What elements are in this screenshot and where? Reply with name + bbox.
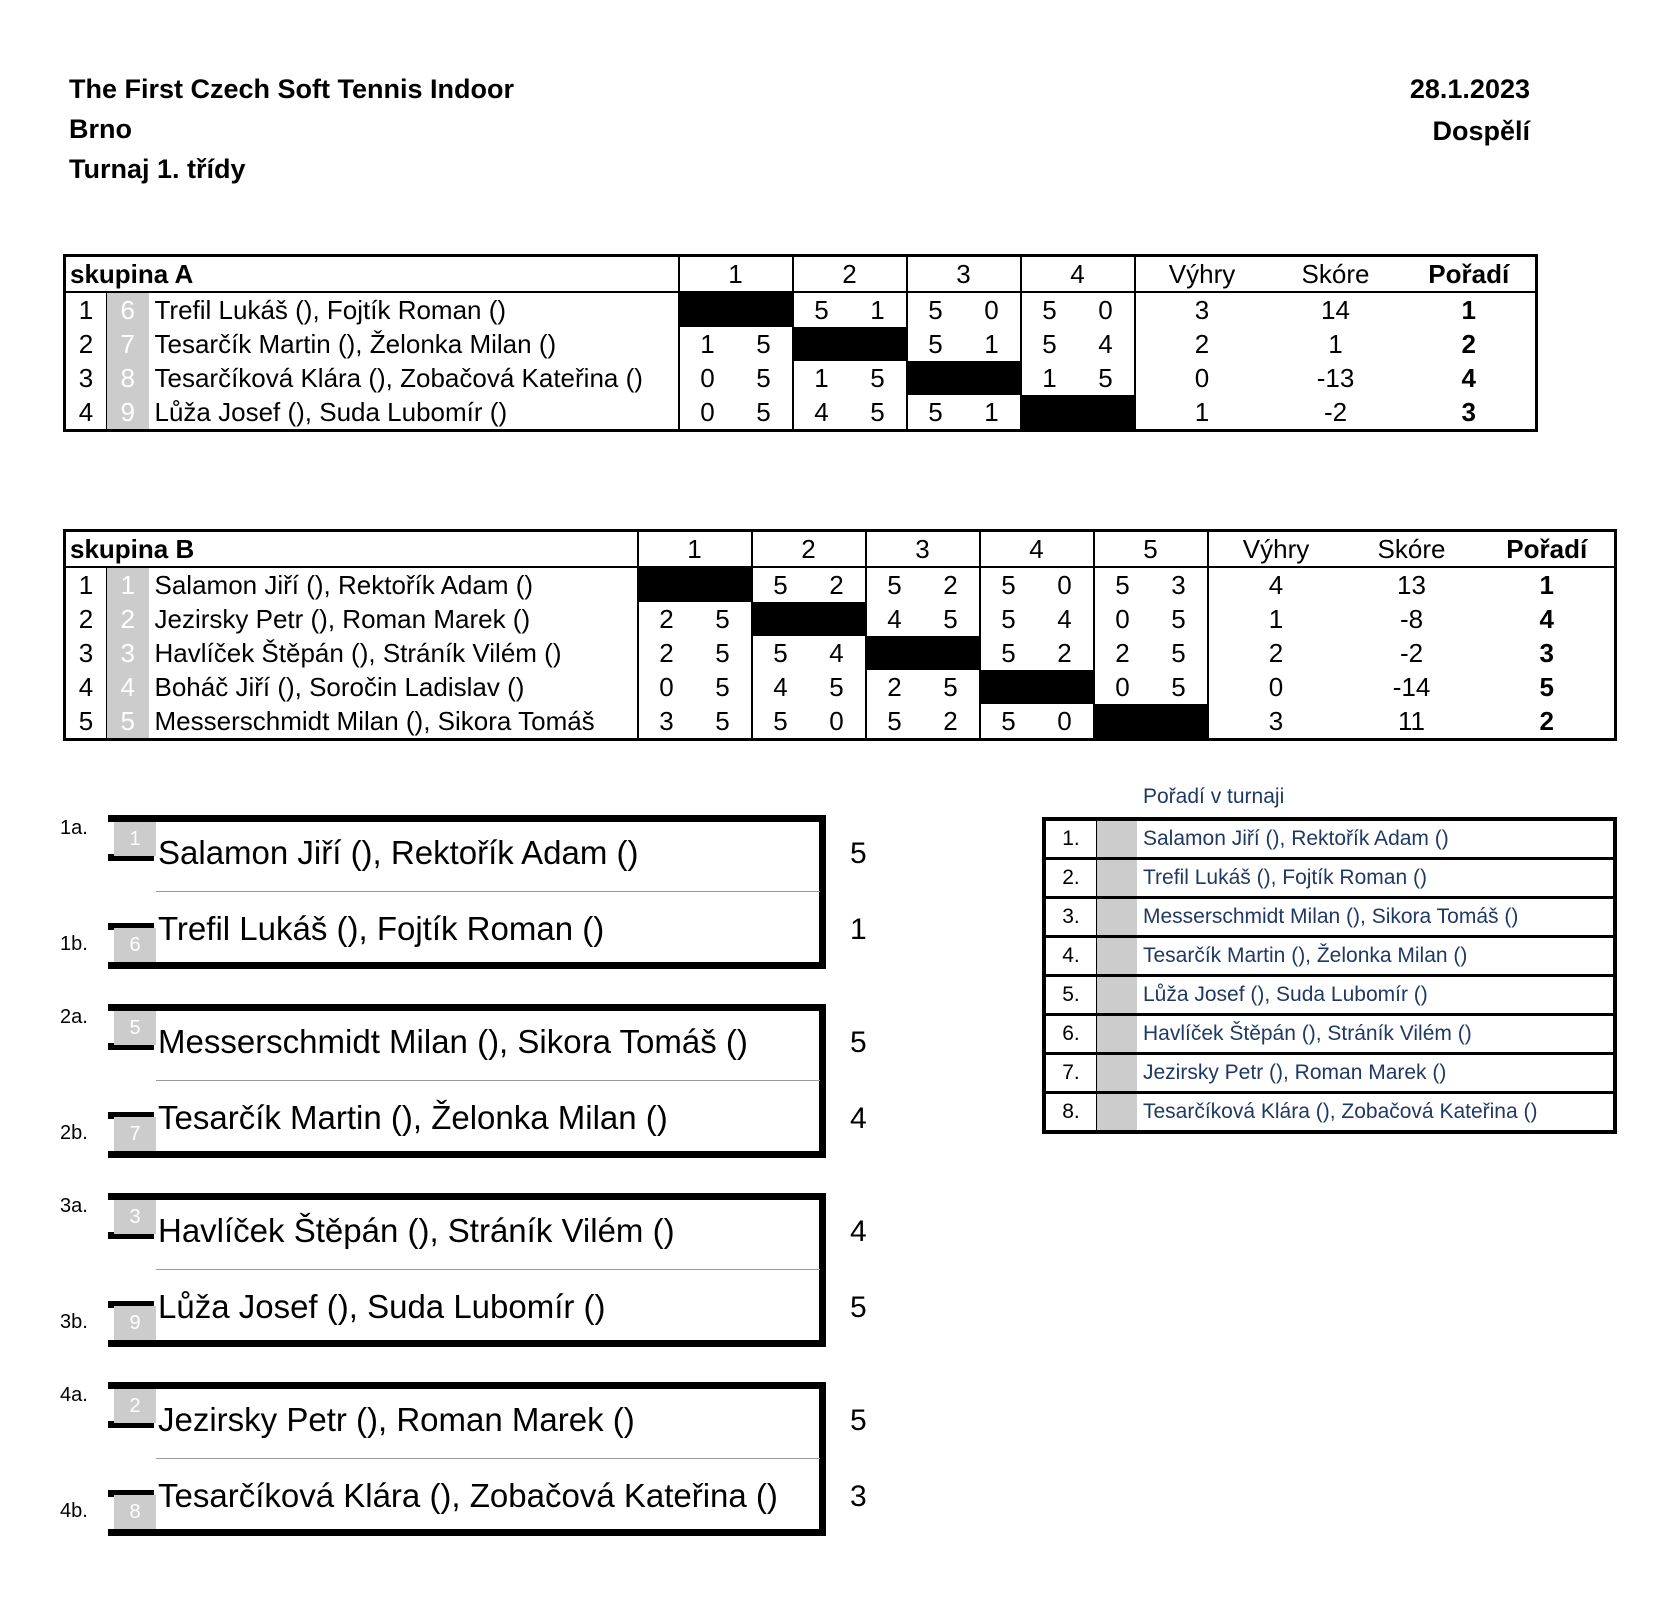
self-match-block [907, 361, 1021, 395]
games-lost: 5 [715, 672, 730, 702]
ranking-position: 6. [1044, 1015, 1097, 1054]
games-lost: 2 [943, 706, 958, 736]
opponent-column-header: 2 [793, 256, 907, 293]
games-won: 2 [1094, 636, 1151, 670]
games-won: 5 [793, 292, 850, 327]
row-number: 3 [65, 636, 107, 670]
games-lost: 0 [829, 706, 844, 736]
score-value: 1 [1328, 329, 1343, 359]
games-lost: 4 [1057, 604, 1072, 634]
ranking-row [1044, 1093, 1615, 1133]
ranking-position: 2. [1044, 859, 1097, 898]
match-score: 5 [850, 1026, 867, 1059]
wins-value: 3 [1135, 292, 1269, 327]
games-won: 0 [679, 395, 736, 431]
games-won: 5 [1021, 327, 1078, 361]
games-won: 1 [793, 361, 850, 395]
games-won: 2 [866, 670, 923, 704]
games-lost: 2 [829, 570, 844, 600]
team-name: Havlíček Štěpán (), Stráník Vilém () [1137, 1015, 1615, 1054]
games-lost: 5 [1171, 638, 1186, 668]
games-lost: 5 [715, 604, 730, 634]
table-row [65, 670, 1616, 704]
table-row [65, 636, 1616, 670]
table-row [65, 292, 1537, 327]
wins-value: 2 [1208, 636, 1344, 670]
games-lost: 5 [943, 604, 958, 634]
games-won: 0 [638, 670, 695, 704]
games-won: 5 [752, 704, 809, 740]
team-name: Salamon Jiří (), Rektořík Adam () [154, 570, 534, 600]
ranking-position: 4. [1044, 937, 1097, 976]
ranking-position: 5. [1044, 976, 1097, 1015]
self-match-block [638, 567, 752, 602]
team-name: Messerschmidt Milan (), Sikora Tomáš () [158, 1023, 748, 1060]
ranking-position: 3. [1044, 898, 1097, 937]
rank-header: Pořadí [1403, 256, 1537, 293]
wins-value: 3 [1208, 704, 1344, 740]
wins-value: 0 [1135, 361, 1269, 395]
match-slot-label: 4a. [60, 1384, 88, 1406]
ranking-row [1044, 1015, 1615, 1054]
wins-value: 0 [1208, 670, 1344, 704]
team-name: Lůža Josef (), Suda Lubomír () [154, 397, 508, 427]
team-name: Lůža Josef (), Suda Lubomír () [1137, 976, 1615, 1015]
match-slot-label: 2a. [60, 1006, 88, 1028]
games-lost: 5 [756, 397, 771, 427]
seed-number: 6 [114, 928, 156, 962]
team-name: Havlíček Štěpán (), Stráník Vilém () [158, 1212, 675, 1249]
match-block [60, 815, 900, 975]
seed-number: 5 [114, 1011, 156, 1045]
rank-value: 4 [1539, 604, 1554, 634]
row-number: 2 [65, 602, 107, 636]
ranking-seed-cell [1097, 976, 1138, 1015]
games-won: 5 [980, 704, 1037, 740]
games-won: 3 [638, 704, 695, 740]
games-lost: 5 [756, 363, 771, 393]
match-slot-label: 1b. [60, 933, 88, 955]
team-name: Tesarčíková Klára (), Zobačová Kateřina () [1143, 1100, 1538, 1123]
table-row [65, 704, 1616, 740]
tournament-title: The First Czech Soft Tennis Indoor [69, 74, 515, 104]
games-lost: 5 [1171, 672, 1186, 702]
group-title: skupina B [65, 531, 638, 568]
score-value: 11 [1398, 706, 1426, 736]
ranking-position: 1. [1044, 819, 1097, 859]
games-lost: 1 [984, 397, 999, 427]
row-number: 1 [65, 292, 107, 327]
games-won: 0 [1094, 670, 1151, 704]
date-label: 28.1.2023 [1409, 74, 1530, 104]
seed-number: 8 [107, 361, 149, 395]
games-lost: 5 [1171, 604, 1186, 634]
games-lost: 3 [1171, 570, 1186, 600]
match-block [60, 1004, 900, 1164]
table-row [65, 395, 1537, 431]
games-won: 5 [752, 636, 809, 670]
category-label: Turnaj 1. třídy [69, 154, 246, 184]
ranking-position: 8. [1044, 1093, 1097, 1133]
seed-number: 4 [107, 670, 149, 704]
games-lost: 5 [715, 706, 730, 736]
team-name: Salamon Jiří (), Rektořík Adam () [158, 834, 639, 871]
ranking-seed-cell [1097, 859, 1138, 898]
team-name: Trefil Lukáš (), Fojtík Roman () [158, 910, 605, 947]
wins-value: 1 [1208, 602, 1344, 636]
row-number: 3 [65, 361, 107, 395]
score-value: -8 [1399, 604, 1424, 634]
city-label: Brno [69, 114, 132, 144]
wins-value: 1 [1135, 395, 1269, 431]
group-b-table [63, 529, 1617, 741]
ranking-seed-cell [1097, 1015, 1138, 1054]
games-won: 5 [980, 636, 1037, 670]
ranking-row [1044, 1054, 1615, 1093]
seed-number: 9 [114, 1306, 156, 1340]
match-block [60, 1382, 900, 1542]
team-name: Jezirsky Petr (), Roman Marek () [158, 1401, 635, 1438]
games-lost: 1 [984, 329, 999, 359]
games-lost: 0 [1057, 570, 1072, 600]
self-match-block [679, 292, 793, 327]
row-number: 4 [65, 670, 107, 704]
match-divider [156, 1269, 820, 1270]
games-won: 5 [752, 567, 809, 602]
table-row [65, 327, 1537, 361]
ranking-position: 7. [1044, 1054, 1097, 1093]
opponent-column-header: 4 [980, 531, 1094, 568]
games-won: 5 [866, 567, 923, 602]
ranking-row [1044, 976, 1615, 1015]
team-name: Messerschmidt Milan (), Sikora Tomáš [154, 706, 595, 736]
team-name: Tesarčík Martin (), Želonka Milan () [1137, 937, 1615, 976]
group-a-table [63, 254, 1538, 432]
match-score: 5 [850, 837, 867, 870]
opponent-column-header: 3 [866, 531, 980, 568]
ranking-seed-cell [1097, 1054, 1138, 1093]
self-match-block [1021, 395, 1135, 431]
wins-value: 2 [1135, 327, 1269, 361]
age-group-label: Dospělí [1432, 116, 1530, 146]
match-score: 3 [850, 1480, 867, 1513]
match-slot-label: 3b. [60, 1311, 88, 1333]
seed-number: 3 [114, 1200, 156, 1234]
games-lost: 5 [870, 397, 885, 427]
seed-number: 6 [107, 292, 149, 327]
score-value: 14 [1321, 295, 1350, 325]
games-won: 0 [679, 361, 736, 395]
rank-value: 3 [1539, 638, 1554, 668]
games-lost: 5 [715, 638, 730, 668]
games-won: 5 [1094, 567, 1151, 602]
score-header: Skóre [1269, 256, 1403, 293]
games-won: 5 [980, 567, 1037, 602]
ranking-seed-cell [1097, 819, 1138, 859]
seed-number: 9 [107, 395, 149, 431]
ranking-seed-cell [1097, 937, 1138, 976]
table-row [65, 567, 1616, 602]
row-number: 4 [65, 395, 107, 431]
games-lost: 5 [870, 363, 885, 393]
ranking-seed-cell [1097, 1093, 1138, 1133]
seed-number: 8 [114, 1495, 156, 1529]
match-score: 5 [850, 1291, 867, 1324]
games-won: 4 [793, 395, 850, 431]
team-name: Tesarčíková Klára (), Zobačová Kateřina () [154, 363, 643, 393]
ranking-row [1044, 937, 1615, 976]
rank-value: 1 [1539, 570, 1554, 600]
rank-value: 1 [1461, 295, 1476, 325]
seed-number: 5 [107, 704, 149, 740]
team-name: Tesarčíková Klára (), Zobačová Kateřina () [158, 1477, 778, 1514]
games-lost: 5 [756, 329, 771, 359]
rank-value: 5 [1539, 672, 1554, 702]
team-name: Salamon Jiří (), Rektořík Adam () [1137, 819, 1615, 859]
seed-number: 7 [114, 1117, 156, 1151]
team-name: Tesarčík Martin (), Želonka Milan () [158, 1099, 668, 1136]
match-slot-label: 4b. [60, 1500, 88, 1522]
row-number: 5 [65, 704, 107, 740]
wins-header: Výhry [1208, 531, 1344, 568]
games-lost: 5 [943, 672, 958, 702]
match-slot-label: 2b. [60, 1122, 88, 1144]
games-lost: 1 [870, 295, 885, 325]
team-name: Trefil Lukáš (), Fojtík Roman () [1137, 859, 1615, 898]
games-lost: 2 [943, 570, 958, 600]
team-name: Havlíček Štěpán (), Stráník Vilém () [154, 638, 562, 668]
opponent-column-header: 1 [679, 256, 793, 293]
games-won: 2 [638, 636, 695, 670]
self-match-block [866, 636, 980, 670]
row-number: 1 [65, 567, 107, 602]
match-score: 5 [850, 1404, 867, 1437]
opponent-column-header: 2 [752, 531, 866, 568]
score-value: -14 [1392, 672, 1431, 702]
self-match-block [980, 670, 1094, 704]
games-won: 1 [679, 327, 736, 361]
team-name: Tesarčík Martin (), Želonka Milan () [154, 329, 557, 359]
games-lost: 2 [1057, 638, 1072, 668]
seed-number: 1 [114, 822, 156, 856]
rank-value: 2 [1539, 706, 1554, 736]
final-ranking-table [1042, 817, 1617, 1134]
opponent-column-header: 4 [1021, 256, 1135, 293]
team-name: Messerschmidt Milan (), Sikora Tomáš () [1137, 898, 1615, 937]
group-header-row [65, 256, 1537, 293]
games-won: 5 [907, 395, 964, 431]
rank-header: Pořadí [1480, 531, 1616, 568]
games-won: 5 [866, 704, 923, 740]
rank-value: 3 [1461, 397, 1476, 427]
team-name: Trefil Lukáš (), Fojtík Roman () [154, 295, 507, 325]
match-score: 1 [850, 913, 867, 946]
match-divider [156, 891, 820, 892]
games-won: 5 [907, 292, 964, 327]
team-name: Boháč Jiří (), Soročin Ladislav () [154, 672, 525, 702]
games-won: 5 [907, 327, 964, 361]
self-match-block [793, 327, 907, 361]
table-row [65, 602, 1616, 636]
row-number: 2 [65, 327, 107, 361]
score-value: -2 [1399, 638, 1424, 668]
wins-value: 4 [1208, 567, 1344, 602]
score-value: 13 [1397, 570, 1426, 600]
match-score: 4 [850, 1215, 867, 1248]
match-divider [156, 1080, 820, 1081]
seed-number: 2 [107, 602, 149, 636]
team-name: Jezirsky Petr (), Roman Marek () [1137, 1054, 1615, 1093]
seed-number: 2 [114, 1389, 156, 1423]
match-slot-label: 1a. [60, 817, 88, 839]
rank-value: 2 [1461, 329, 1476, 359]
games-lost: 4 [1098, 329, 1113, 359]
match-divider [156, 1458, 820, 1459]
games-lost: 4 [829, 638, 844, 668]
score-value: -13 [1316, 363, 1355, 393]
games-lost: 5 [829, 672, 844, 702]
table-row [65, 361, 1537, 395]
wins-header: Výhry [1135, 256, 1269, 293]
self-match-block [1094, 704, 1208, 740]
score-value: -2 [1323, 397, 1348, 427]
final-ranking-title: Pořadí v turnaji [1143, 785, 1285, 808]
games-won: 4 [866, 602, 923, 636]
games-lost: 0 [1057, 706, 1072, 736]
group-header-row [65, 531, 1616, 568]
opponent-column-header: 3 [907, 256, 1021, 293]
opponent-column-header: 5 [1094, 531, 1208, 568]
games-lost: 5 [1098, 363, 1113, 393]
games-won: 4 [752, 670, 809, 704]
games-lost: 0 [1098, 295, 1113, 325]
games-won: 5 [980, 602, 1037, 636]
match-score: 4 [850, 1102, 867, 1135]
group-title: skupina A [65, 256, 679, 293]
ranking-row [1044, 859, 1615, 898]
games-won: 1 [1021, 361, 1078, 395]
games-won: 5 [1021, 292, 1078, 327]
team-name: Lůža Josef (), Suda Lubomír () [158, 1288, 606, 1325]
ranking-row [1044, 898, 1615, 937]
match-block [60, 1193, 900, 1353]
score-header: Skóre [1344, 531, 1480, 568]
seed-number: 3 [107, 636, 149, 670]
games-lost: 0 [984, 295, 999, 325]
ranking-seed-cell [1097, 898, 1138, 937]
match-slot-label: 3a. [60, 1195, 88, 1217]
ranking-row [1044, 819, 1615, 859]
self-match-block [752, 602, 866, 636]
seed-number: 1 [107, 567, 149, 602]
rank-value: 4 [1461, 363, 1476, 393]
opponent-column-header: 1 [638, 531, 752, 568]
games-won: 2 [638, 602, 695, 636]
team-name: Jezirsky Petr (), Roman Marek () [154, 604, 531, 634]
games-won: 0 [1094, 602, 1151, 636]
seed-number: 7 [107, 327, 149, 361]
